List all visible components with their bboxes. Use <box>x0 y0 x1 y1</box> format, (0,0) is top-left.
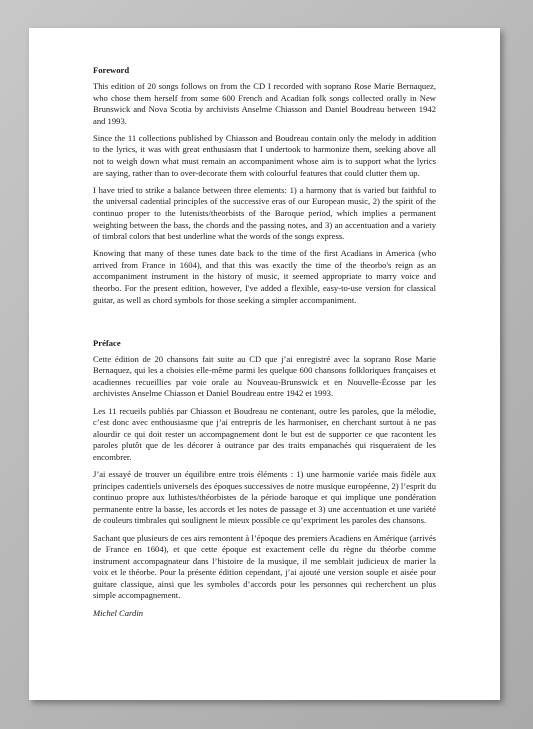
preface-paragraph-4: Sachant que plusieurs de ces airs remontent à l’époque des premiers Acadiens en Amérique (arrivés de France en 1604), et que cette époque est exactement celle du règne du théorbe comme instrument accompagnateur dans l’histoire de la musique, il me semblait judicieux de marier la voix et le théorbe. Pour la présente édition cependant, j’ai ajouté une version souple et aisée pour guitare classique, ainsi que les symboles d’accords pour les personnes qui recherchent un plus simple accompagnement. <box>93 532 436 601</box>
foreword-paragraph-2: Since the 11 collections published by Chiasson and Boudreau contain only the melody in addition to the lyrics, it was with great enthusiasm that I undertook to harmonize them, seeking above all not to weigh down what must remain an accompaniment whose aim is to support what the lyrics are saying, rather than to over-decorate them with colourful features that could clutter them up. <box>93 132 436 178</box>
foreword-heading: Foreword <box>93 65 130 75</box>
preface-paragraph-2: Les 11 recueils publiés par Chiasson et Boudreau ne contenant, outre les paroles, que la mélodie, c’est donc avec enthousiasme que j’ai entrepris de les harmoniser, en cherchant surtout à ne pas alourdir ce qui doit rester un accompagnement dont le but est de supporter ce que racontent les paroles plutôt que de les décorer à outrance par des traits empanachés qui risqueraient de les encombrer. <box>93 405 436 462</box>
foreword-paragraph-4: Knowing that many of these tunes date back to the time of the first Acadians in America (who arrived from France in 1604), and that this was exactly the time of the theorbo's reign as an accompaniment instrument in the history of music, it seemed appropriate to marry voice and theorbo. For the present edition, however, I've added a flexible, easy-to-use version for classical guitar, as well as chord symbols for those seeking a simpler accompaniment. <box>93 248 436 305</box>
document-page <box>29 28 500 700</box>
section-spacer <box>93 312 436 338</box>
foreword-section <box>93 65 436 306</box>
author-signature: Michel Cardin <box>93 607 144 618</box>
preface-paragraph-3: J’ai essayé de trouver un équilibre entre trois éléments : 1) une harmonie variée mais fidèle aux principes cadentiels universels des époques successives de notre musique européenne, 2) l’esprit du continuo propre aux luthistes/théorbistes de la période baroque et qui implique une pondération permanente entre la basse, les accords et les notes de passage et 3) une accentuation et une variété de couleurs timbrales qui soulignent le mieux possible ce qu’expriment les paroles des chansons. <box>93 469 436 526</box>
preface-section <box>93 338 436 619</box>
foreword-paragraph-3: I have tried to strike a balance between three elements: 1) a harmony that is varied but faithful to the universal cadential principles of the successive eras of our European music, 2) the spirit of the continuo proper to the lutenists/theorbists of the Baroque period, which implies a permanent weighting between the bass, the chords and the passing notes, and 3) an accentuation and a variety of timbral colors that best underline what the words of the songs express. <box>93 184 436 242</box>
preface-heading: Préface <box>93 337 121 348</box>
foreword-paragraph-1: This edition of 20 songs follows on from the CD I recorded with soprano Rose Marie Bernaquez, who chose them herself from some 600 French and Acadian folk songs collected orally in New Brunswick and Nova Scotia by archivists Anselme Chiasson and Daniel Boudreau between 1942 and 1993. <box>93 81 436 126</box>
preface-paragraph-1: Cette édition de 20 chansons fait suite au CD que j’ai enregistré avec la soprano Rose Marie Bernaquez, qui les a choisies elle-même parmi les quelque 600 chansons folkloriques françaises et acadiennes recueillies par voie orale au Nouveau-Brunswick et en Nouvelle-Écosse par les archivistes Anselme Chiasson et Daniel Boudreau entre 1942 et 1993. <box>93 353 436 399</box>
